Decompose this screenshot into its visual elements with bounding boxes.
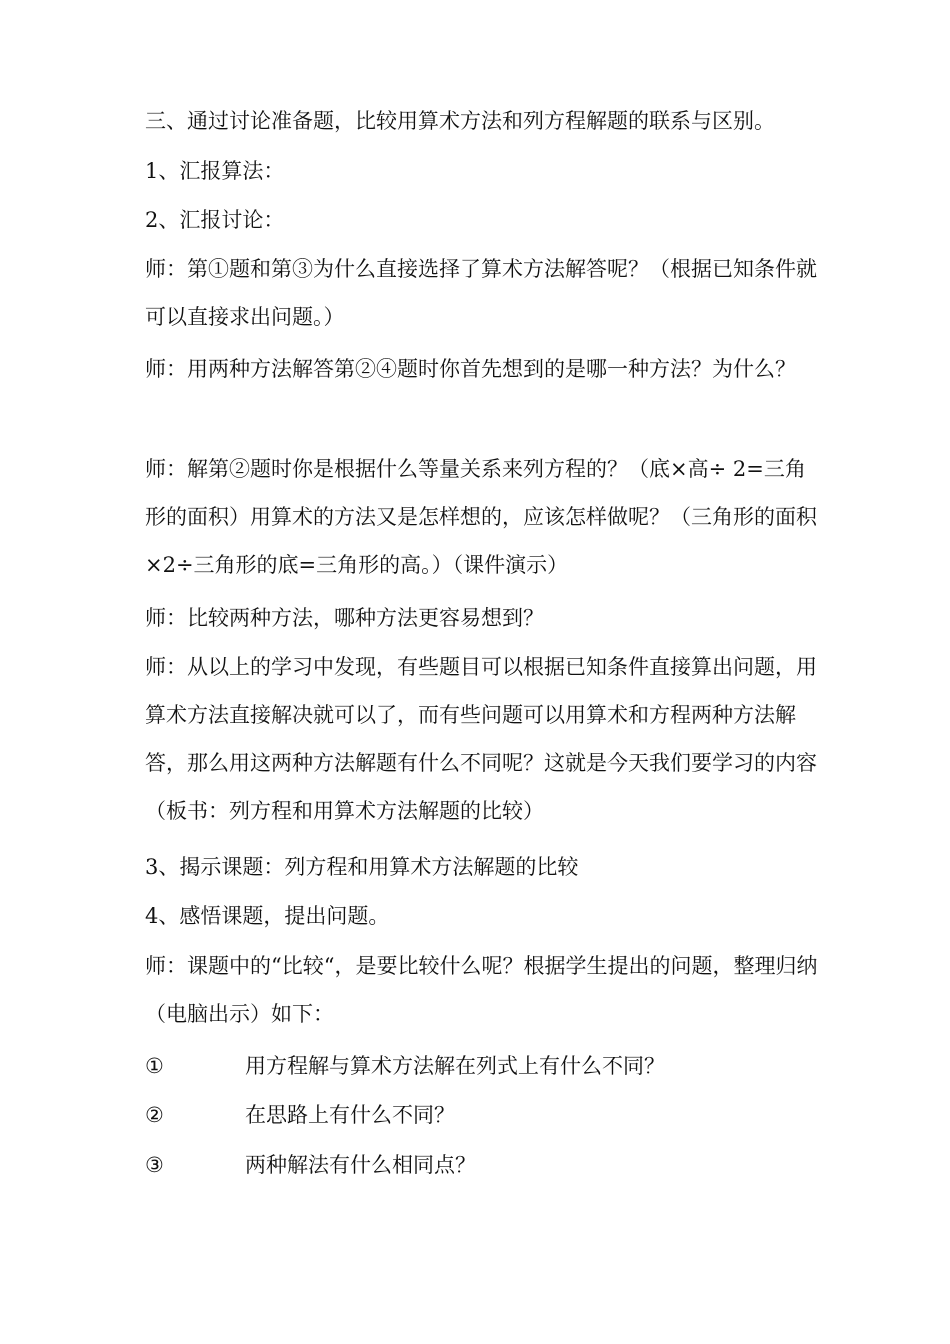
- teacher-question-3: 师：解第②题时你是根据什么等量关系来列方程的？（底×高÷ 2=三角形的面积）用算术的方法又是怎样想的，应该怎样做呢？（三角形的面积×2÷三角形的底=三角形的高。）（课件演示）: [145, 457, 817, 577]
- list-text: 在思路上有什么不同？: [245, 1103, 455, 1127]
- section-heading: 三、通过讨论准备题，比较用算术方法和列方程解题的联系与区别。: [145, 109, 775, 133]
- list-item: [145, 1091, 825, 1139]
- teacher-question-2: 师：用两种方法解答第②④题时你首先想到的是哪一种方法？为什么？: [145, 357, 796, 381]
- list-text: 两种解法有什么相同点？: [245, 1153, 476, 1177]
- step-pose-questions: 4、感悟课题，提出问题。: [145, 904, 390, 928]
- teacher-question-5: 师：课题中的“比较“，是要比较什么呢？根据学生提出的问题，整理归纳（电脑出示）如下：: [145, 954, 818, 1026]
- step-reveal-topic: 3、揭示课题：列方程和用算术方法解题的比较: [145, 855, 579, 879]
- list-item: [145, 1141, 825, 1189]
- step-report-algorithm: 1、汇报算法：: [145, 159, 285, 183]
- list-number: ③: [145, 1153, 164, 1177]
- list-text: 用方程解与算术方法解在列式上有什么不同？: [245, 1054, 665, 1078]
- list-number: ①: [145, 1054, 164, 1078]
- list-item: [145, 1042, 825, 1090]
- teacher-summary: 师：从以上的学习中发现，有些题目可以根据已知条件直接算出问题，用算术方法直接解决就可以了，而有些问题可以用算术和方程两种方法解答，那么用这两种方法解题有什么不同呢？这就是今天我们要学习的内容（板书：列方程和用算术方法解题的比较）: [145, 655, 817, 823]
- list-number: ②: [145, 1103, 164, 1127]
- teacher-question-1: 师：第①题和第③为什么直接选择了算术方法解答呢？（根据已知条件就可以直接求出问题。）: [145, 257, 817, 329]
- step-report-discussion: 2、汇报讨论：: [145, 208, 285, 232]
- teacher-question-4: 师：比较两种方法，哪种方法更容易想到？: [145, 606, 544, 630]
